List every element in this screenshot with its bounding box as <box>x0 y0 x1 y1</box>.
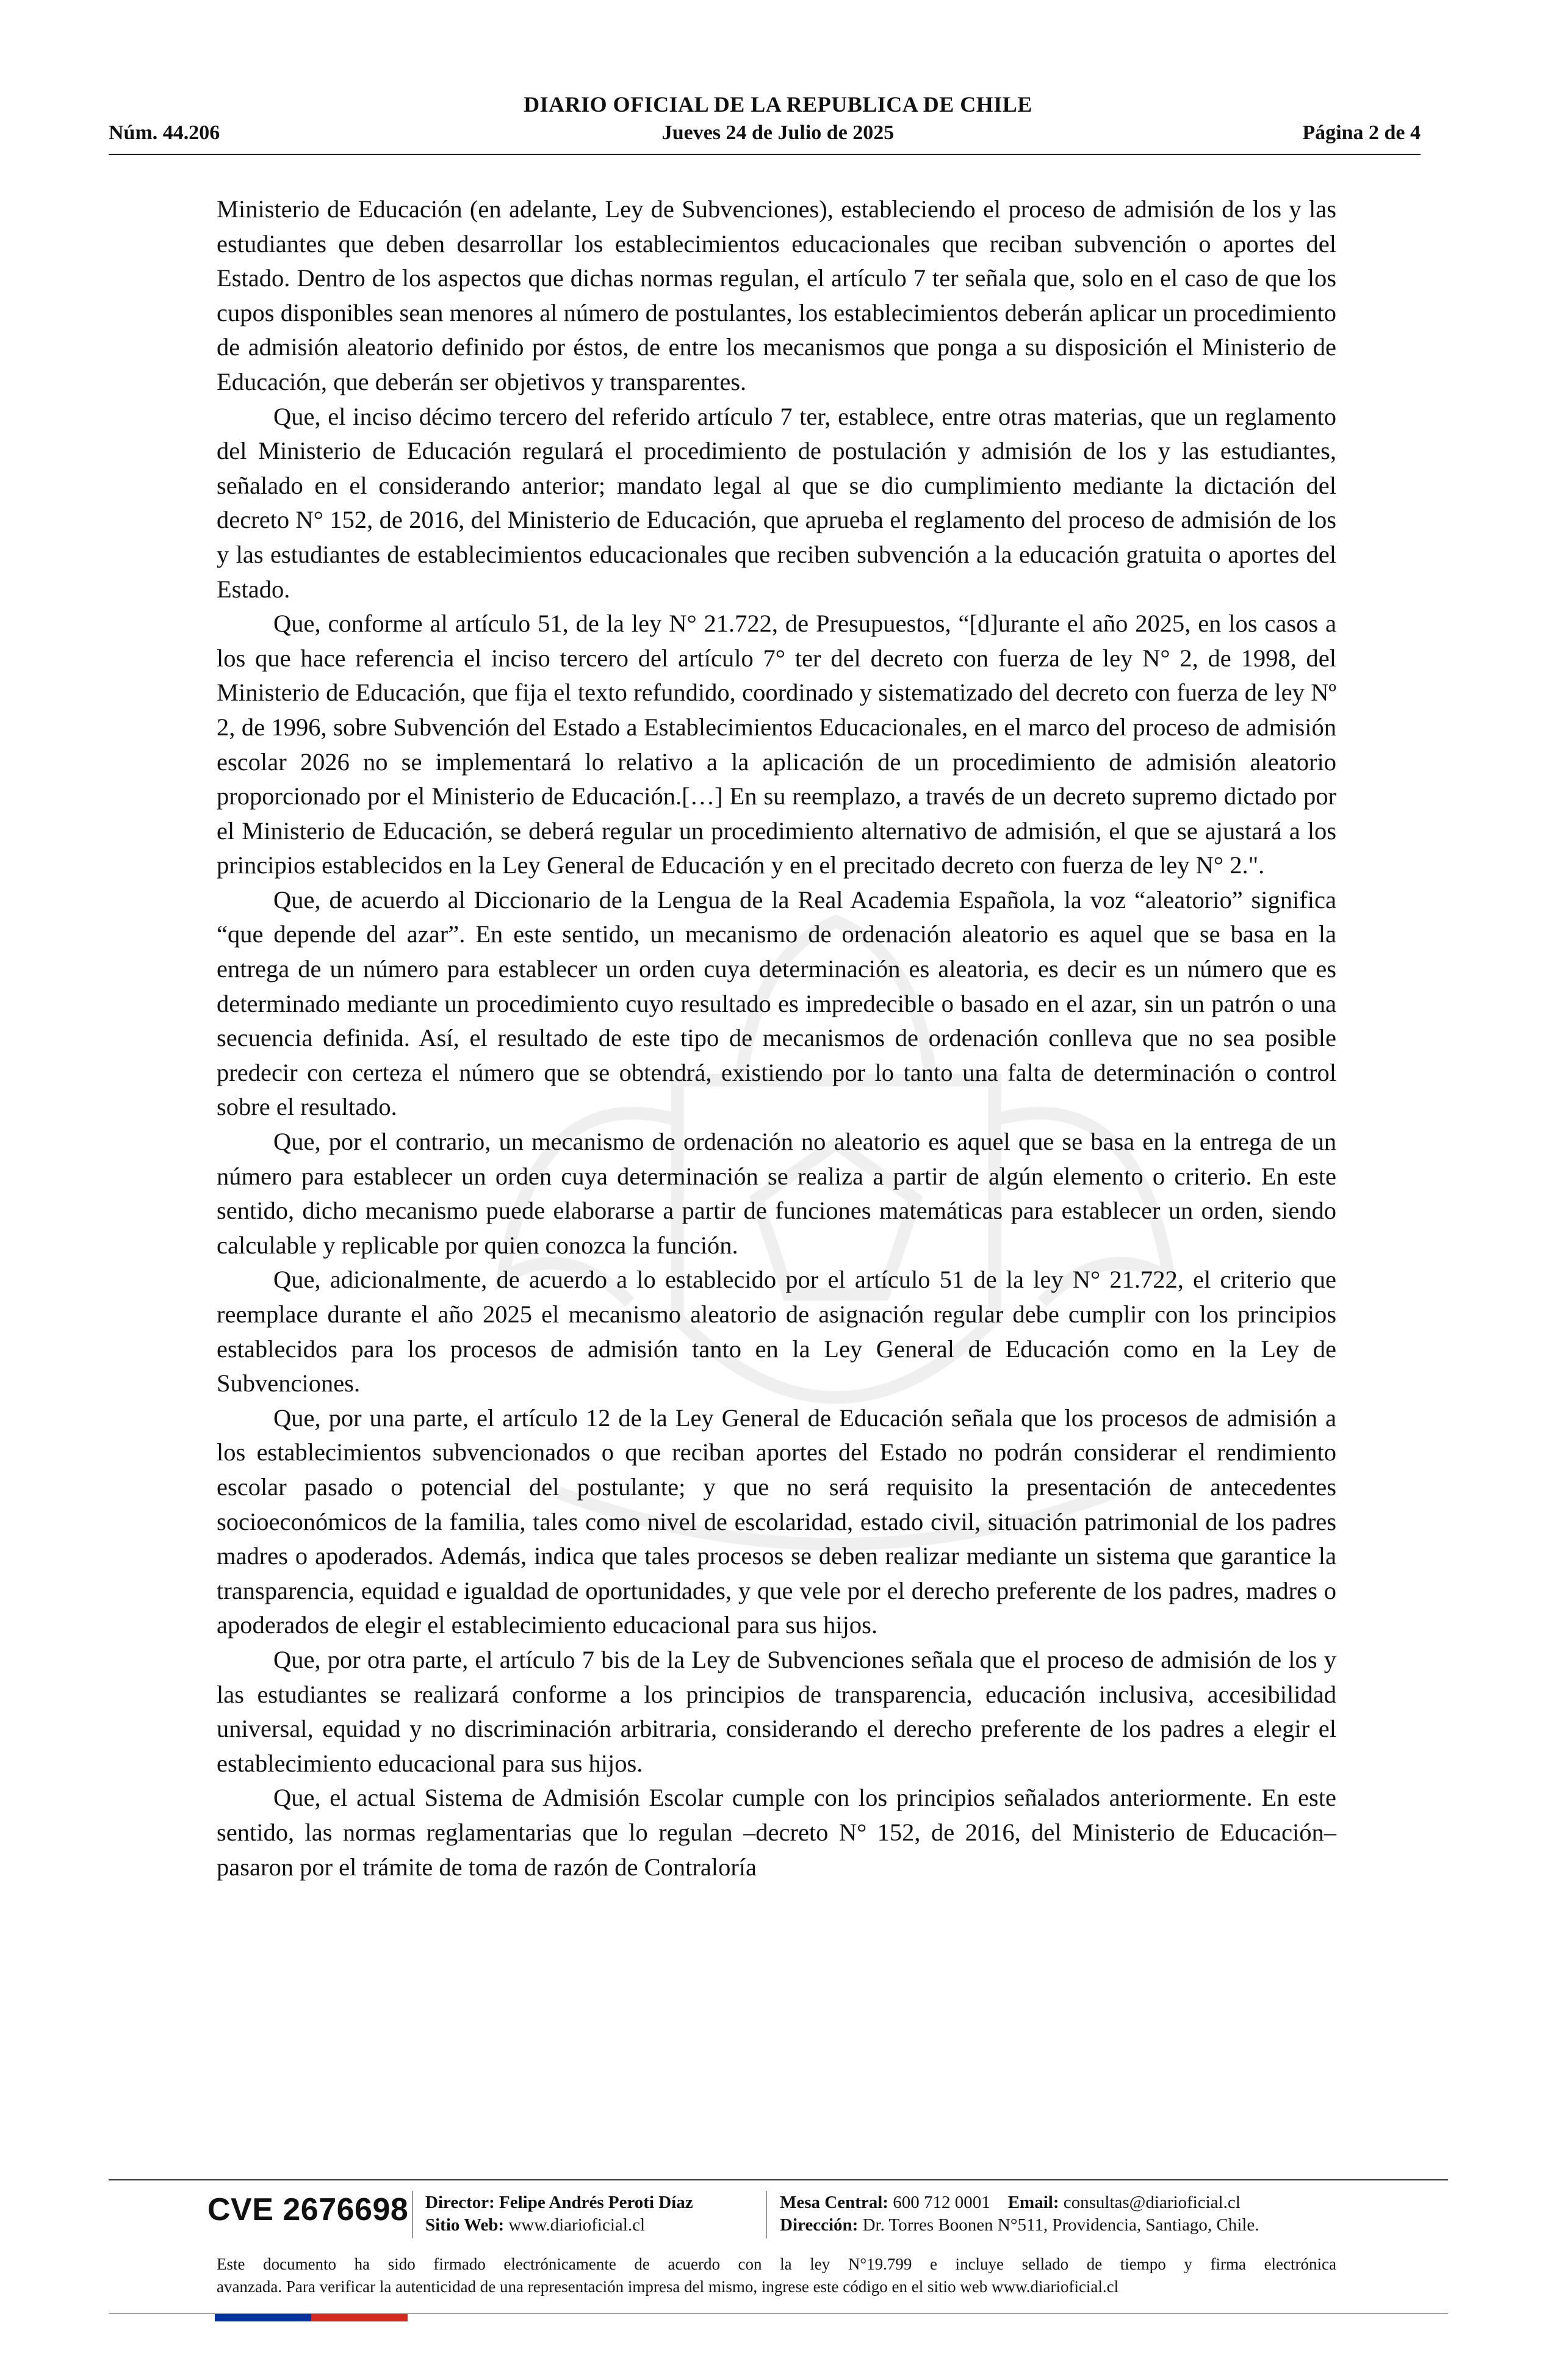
footer-separator <box>766 2191 767 2238</box>
footer-director-block <box>425 2191 693 2237</box>
address-text: Dr. Torres Boonen N°511, Providencia, Santiago, Chile. <box>862 2215 1259 2235</box>
email-label: Email: <box>1007 2193 1059 2212</box>
legal-line: avanzada. Para verificar la autenticidad de una representación impresa del mismo, ingrese este código en el sitio web www.diarioficial.cl <box>217 2277 1119 2296</box>
director-name: Felipe Andrés Peroti Díaz <box>499 2193 693 2212</box>
website-link[interactable]: www.diarioficial.cl <box>508 2215 646 2235</box>
address-label: Dirección: <box>780 2215 859 2235</box>
paragraph: Que, por una parte, el artículo 12 de la Ley General de Educación señala que los procesos de admisión a los establecimientos subvencionados o que reciban aportes del Estado no podrán considerar el rendimiento escolar pasado o potencial del postulante; y que no será requisito la presentación de antecedentes socioeconómicos de la familia, tales como nivel de escolaridad, estado civil, situación patrimonial de los padres madres o apoderados. Además, indica que tales procesos se deben realizar mediante un sistema que garantice la transparencia, equidad e igualdad de oportunidades, y que vele por el derecho preferente de los padres, madres o apoderados de elegir el establecimiento educacional para sus hijos. <box>217 1404 1336 1639</box>
paragraph: Que, adicionalmente, de acuerdo a lo establecido por el artículo 51 de la ley N° 21.722, el criterio que reemplace durante el año 2025 el mecanismo aleatorio de asignación regular debe cumplir con los principios establecidos para los procesos de admisión tanto en la Ley General de Educación como en la Ley de Subvenciones. <box>217 1266 1336 1397</box>
paragraph: Que, el inciso décimo tercero del referido artículo 7 ter, establece, entre otras materias, que un reglamento del Ministerio de Educación regulará el procedimiento de postulación y admisión de los y las estudiantes, señalado en el considerando anterior; mandato legal al que se dio cumplimiento mediante la dictación del decreto N° 152, de 2016, del Ministerio de Educación, que aprueba el reglamento del proceso de admisión de los y las estudiantes de establecimientos educacionales que reciben subvención a la educación gratuita o aportes del Estado. <box>217 402 1336 603</box>
paragraph: Que, por el contrario, un mecanismo de ordenación no aleatorio es aquel que se basa en la entrega de un número para establecer un orden cuya determinación se realiza a partir de algún elemento o criterio. En este sentido, dicho mecanismo puede elaborarse a partir de funciones matemáticas para establecer un orden, siendo calculable y replicable por quien conozca la función. <box>217 1128 1336 1259</box>
issue-number: Núm. 44.206 <box>109 121 220 144</box>
document-body <box>217 192 1336 1884</box>
website-label: Sitio Web: <box>425 2215 505 2235</box>
page-indicator: Página 2 de 4 <box>1302 121 1421 144</box>
publication-title: DIARIO OFICIAL DE LA REPUBLICA DE CHILE <box>524 92 1032 117</box>
paragraph: Que, el actual Sistema de Admisión Escolar cumple con los principios señalados anteriormente. En este sentido, las normas reglamentarias que lo regulan –decreto N° 152, de 2016, del Ministerio de Educación– pasaron por el trámite de toma de razón de Contraloría <box>217 1784 1336 1881</box>
flag-stripe-red <box>311 2314 408 2321</box>
publication-date: Jueves 24 de Julio de 2025 <box>661 121 895 144</box>
flag-stripe-blue <box>215 2314 311 2321</box>
paragraph: Que, de acuerdo al Diccionario de la Lengua de la Real Academia Española, la voz “aleatorio” significa “que depende del azar”. En este sentido, un mecanismo de ordenación aleatorio es aquel que se basa en la entrega de un número para establecer un orden cuya determinación es aleatoria, es decir es un número que es determinado mediante un procedimiento cuyo resultado es impredecible o basado en el azar, sin un patrón o una secuencia definida. Así, el resultado de este tipo de mecanismos de ordenación conlleva que no sea posible predecir con certeza el número que se obtendrá, existiendo por lo tanto una falta de determinación o control sobre el resultado. <box>217 885 1336 1121</box>
phone-number: 600 712 0001 <box>893 2193 990 2212</box>
header-divider <box>109 154 1421 155</box>
paragraph: Que, conforme al artículo 51, de la ley N° 21.722, de Presupuestos, “[d]urante el año 2025, en los casos a los que hace referencia el inciso tercero del artículo 7° ter del decreto con fuerza de ley N° 2, de 1998, del Ministerio de Educación, que fija el texto refundido, coordinado y sistematizado del decreto con fuerza de ley Nº 2, de 1996, sobre Subvención del Estado a Establecimientos Educacionales, en el marco del proceso de admisión escolar 2026 no se implementará lo relativo a la aplicación de un procedimiento de admisión aleatorio proporcionado por el Ministerio de Educación.[…] En su reemplazo, a través de un decreto supremo dictado por el Ministerio de Educación, se deberá regular un procedimiento alternativo de admisión, el que se ajustará a los principios establecidos en la Ley General de Educación y en el precitado decreto con fuerza de ley N° 2.". <box>217 610 1336 879</box>
footer-separator <box>412 2191 413 2238</box>
paragraph: Que, por otra parte, el artículo 7 bis de la Ley de Subvenciones señala que el proceso de admisión de los y las estudiantes se realizará conforme a los principios de transparencia, educación inclusiva, accesibilidad universal, equidad y no discriminación arbitraria, considerando el derecho preferente de los padres a elegir el establecimiento educacional para sus hijos. <box>217 1645 1336 1777</box>
phone-label: Mesa Central: <box>780 2193 888 2212</box>
director-label: Director: <box>425 2193 495 2212</box>
paragraph: Ministerio de Educación (en adelante, Ley de Subvenciones), estableciendo el proceso de admisión de los y las estudiantes que deben desarrollar los establecimientos educacionales que reciban subvención o aportes del Estado. Dentro de los aspectos que dichas normas regulan, el artículo 7 ter señala que, solo en el caso de que los cupos disponibles sean menores al número de postulantes, los establecimientos deberán aplicar un procedimiento de admisión aleatorio definido por éstos, de entre los mecanismos que ponga a su disposición el Ministerio de Educación, que deberán ser objetivos y transparentes. <box>217 195 1336 395</box>
footer-contact-block <box>780 2191 1259 2237</box>
legal-notice <box>217 2253 1336 2298</box>
cve-code: CVE 2676698 <box>207 2192 409 2227</box>
footer-divider <box>109 2179 1448 2180</box>
legal-line: Este documento ha sido firmado electrónicamente de acuerdo con la ley N°19.799 e incluye sellado de tiempo y firma electrónica <box>217 2255 1336 2273</box>
email-link[interactable]: consultas@diarioficial.cl <box>1063 2193 1241 2212</box>
